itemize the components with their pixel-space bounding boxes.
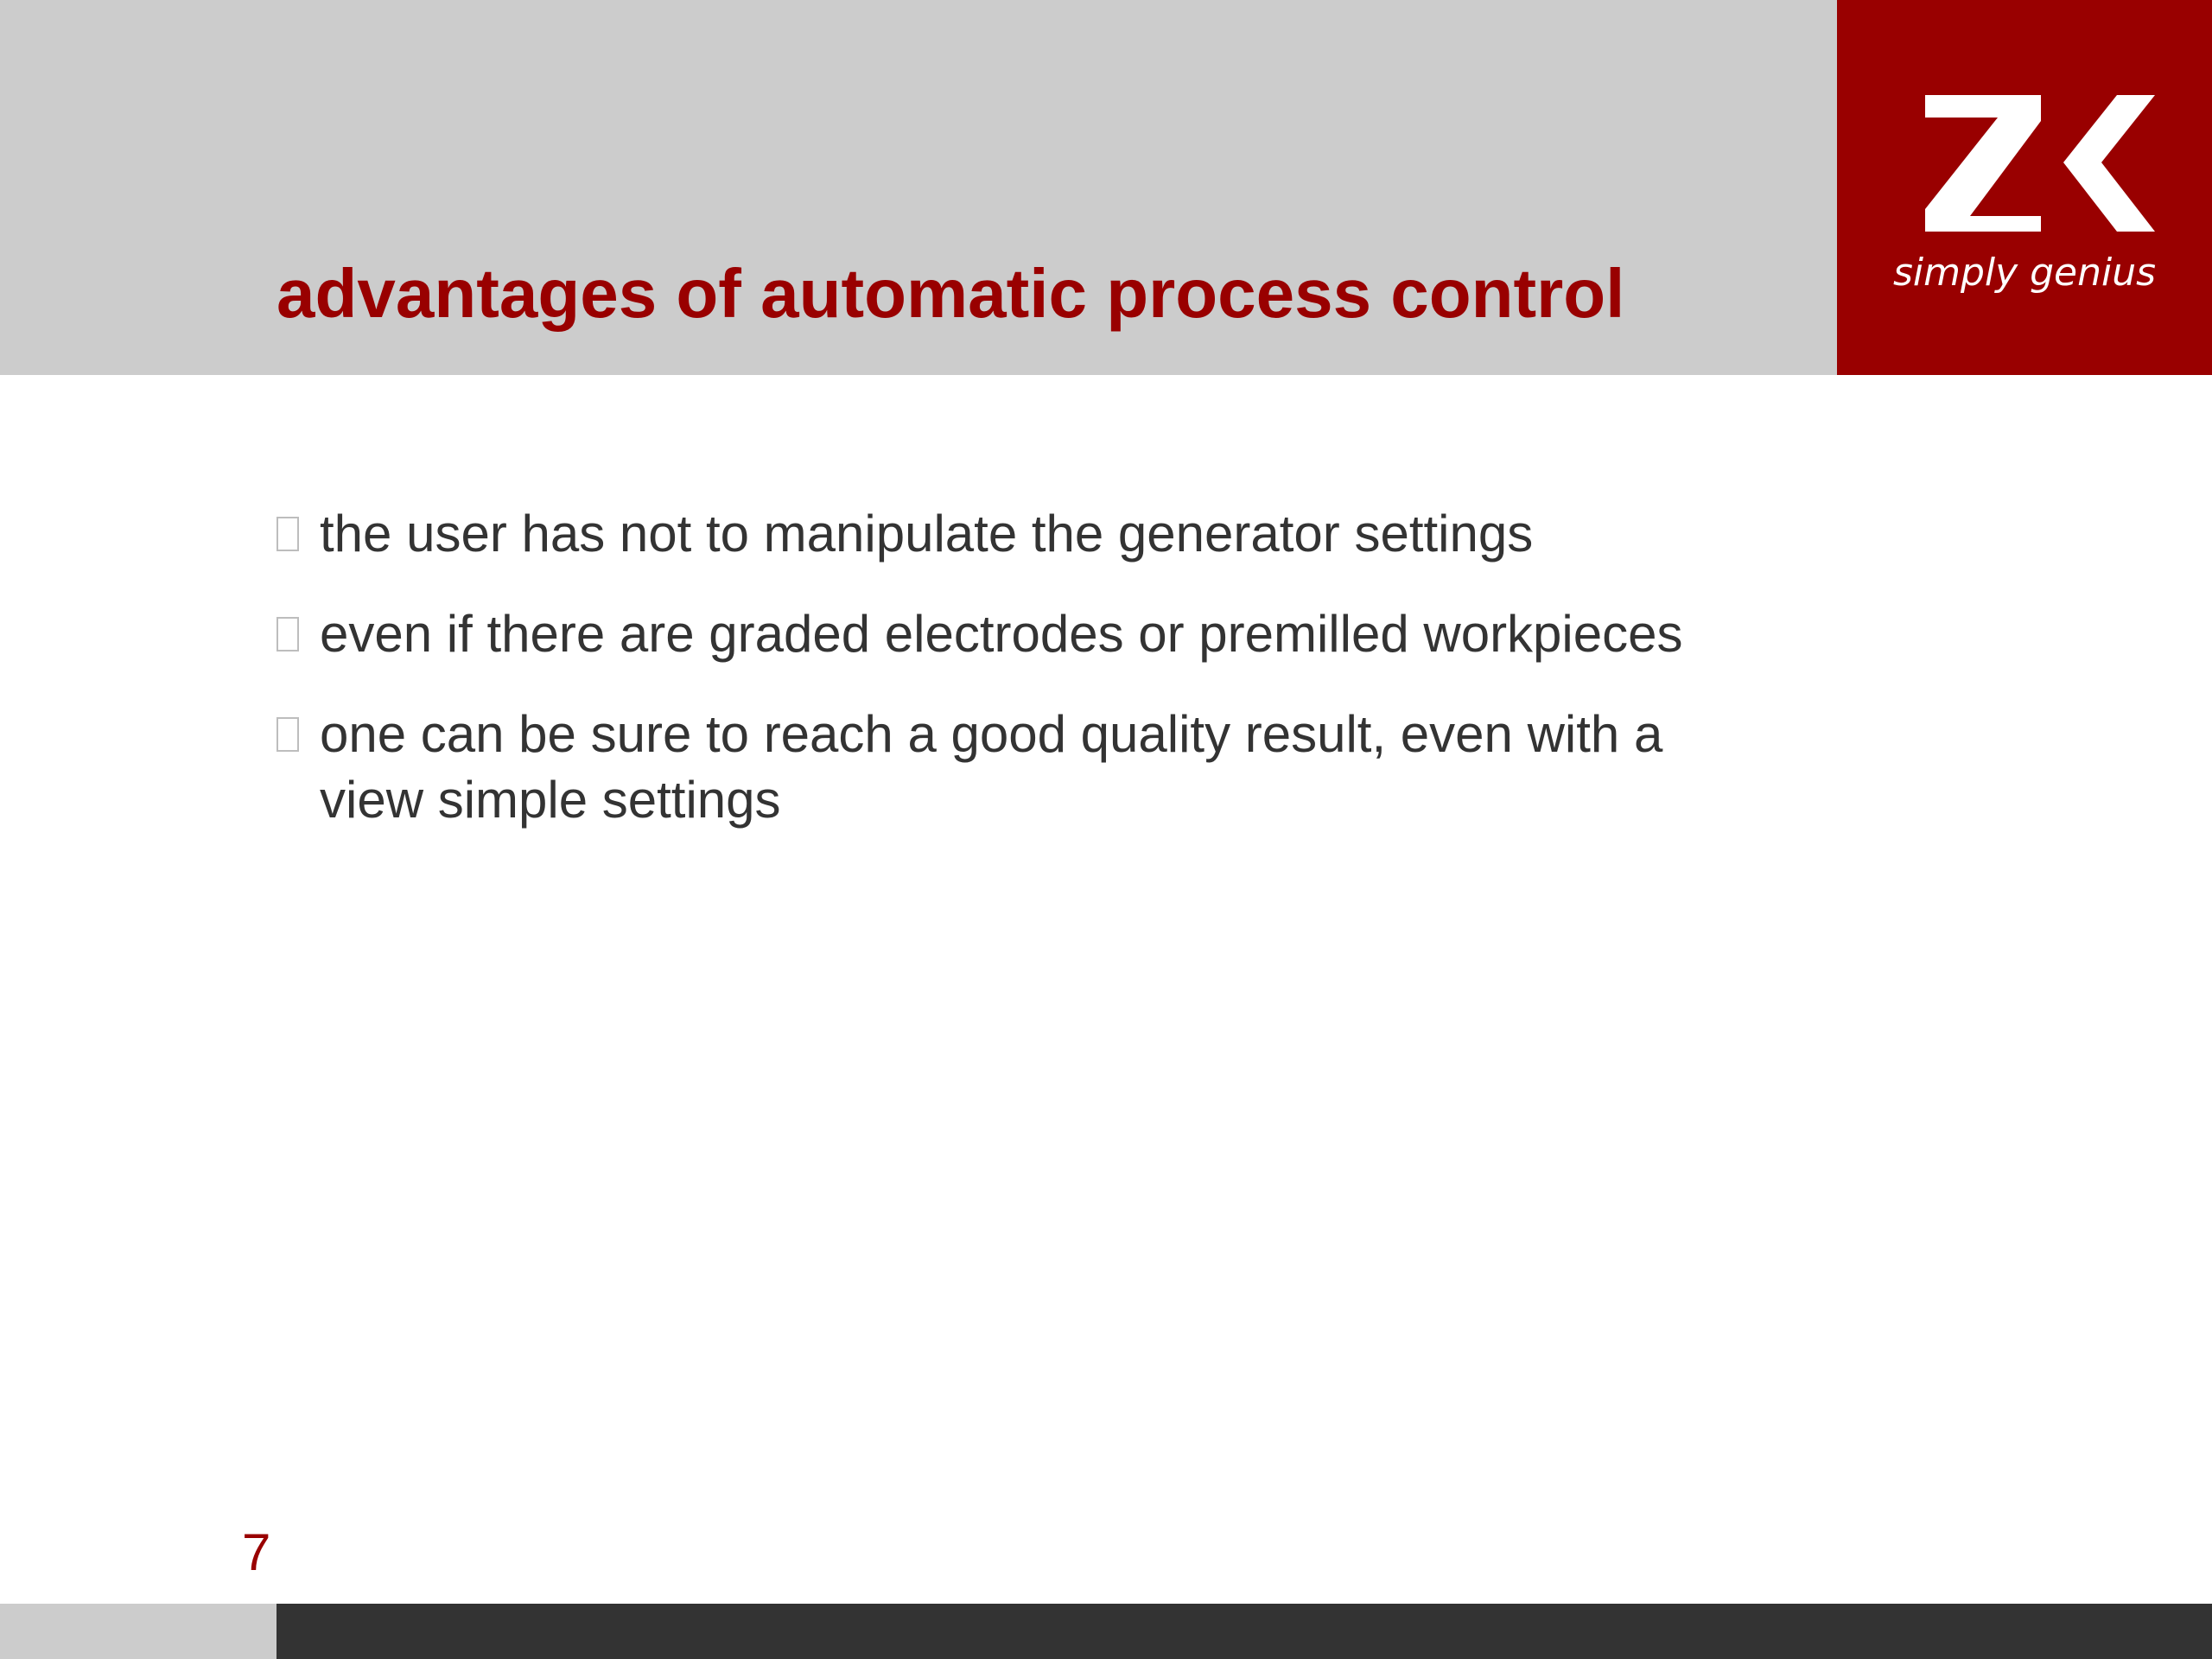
footer-bar-light — [0, 1604, 276, 1659]
bullet-list — [276, 501, 1832, 868]
bullet-marker-icon — [276, 517, 299, 551]
bullet-item — [276, 702, 1754, 833]
logo-block — [1837, 0, 2212, 375]
zk-logo-icon — [1920, 83, 2162, 256]
footer-bar-dark — [276, 1604, 2212, 1659]
bullet-marker-icon — [276, 717, 299, 752]
bullet-item — [276, 501, 1832, 567]
slide-title: advantages of automatic process control — [276, 255, 1625, 332]
logo-tagline: simply genius — [1892, 251, 2157, 295]
bullet-text: even if there are graded electrodes or premilled workpieces — [320, 605, 1683, 663]
page-number: 7 — [242, 1523, 271, 1581]
bullet-marker-icon — [276, 617, 299, 652]
bullet-text: the user has not to manipulate the generator settings — [320, 505, 1534, 563]
bullet-text: one can be sure to reach a good quality result, even with a view simple settings — [320, 705, 1663, 829]
bullet-item — [276, 601, 1832, 667]
